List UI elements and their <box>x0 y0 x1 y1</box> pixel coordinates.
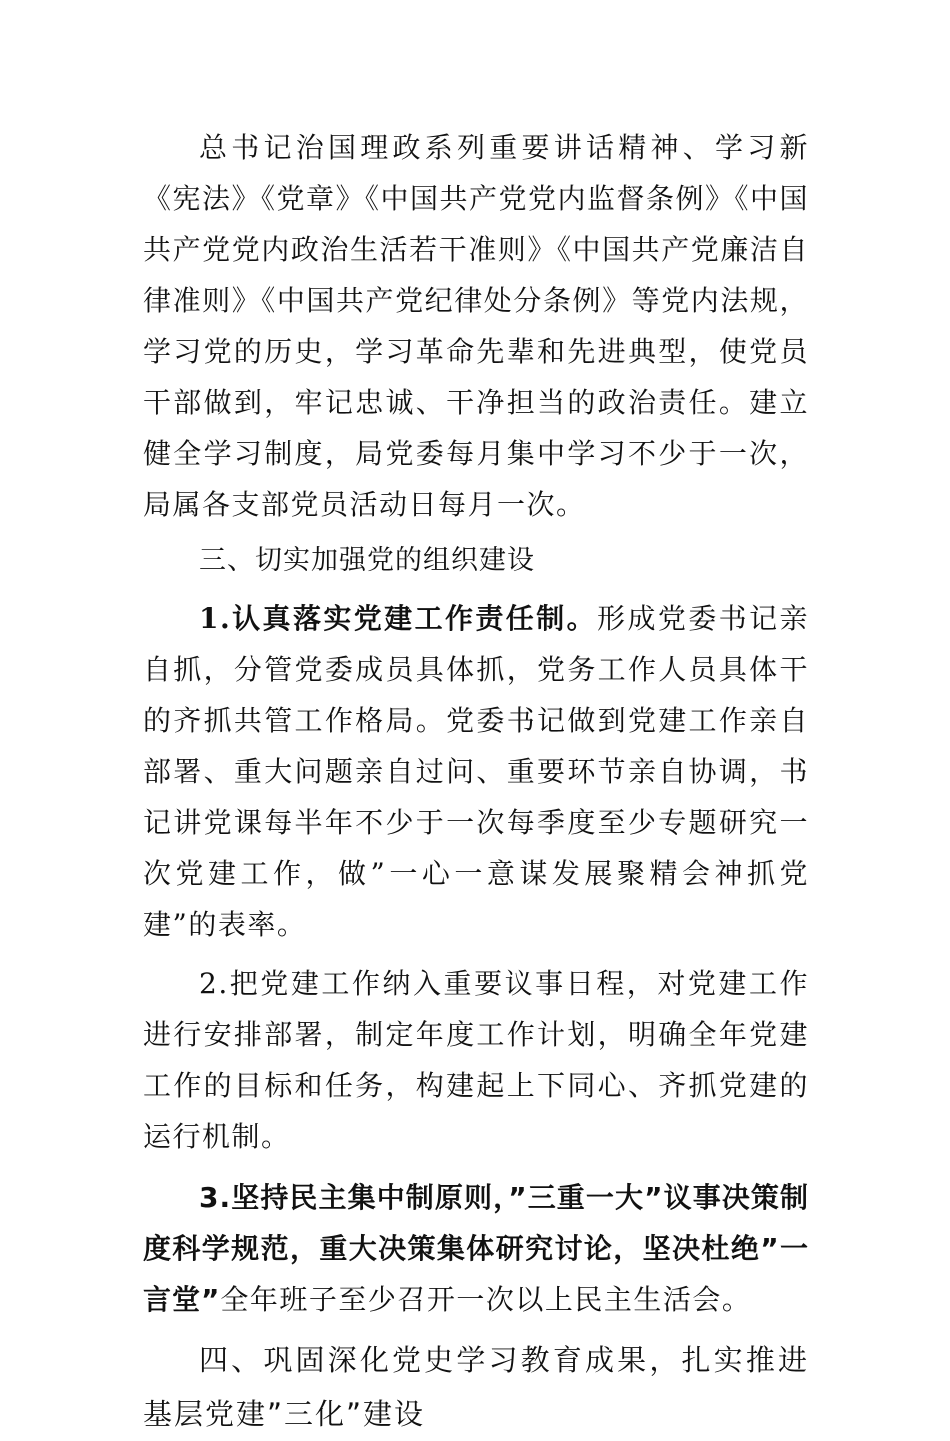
item-1-lead: 1.认真落实党建工作责任制。 <box>199 602 598 635</box>
section-4-heading: 四、巩固深化党史学习教育成果，扎实推进基层党建”三化”建设 <box>143 1343 809 1431</box>
item-3-paragraph <box>143 1172 809 1325</box>
item-1-body: 形成党委书记亲自抓，分管党委成员具体抓，党务工作人员具体干的齐抓共管工作格局。党委书记做到党建工作亲自部署、重大问题亲自过问、重要环节亲自协调，书记讲党课每半年不少于一次每季度至少专题研究一次党建工作，做”一心一意谋发展聚精会神抓党建”的表率。 <box>143 602 809 941</box>
paragraph-study-requirements: 总书记治国理政系列重要讲话精神、学习新《宪法》《党章》《中国共产党党内监督条例》《中国共产党党内政治生活若干准则》《中国共产党廉洁自律准则》《中国共产党纪律处分条例》等党内法规，学习党的历史，学习革命先辈和先进典型，使党员干部做到，牢记忠诚、干净担当的政治责任。建立健全学习制度，局党委每月集中学习不少于一次，局属各支部党员活动日每月一次。 <box>143 131 810 521</box>
item-2-paragraph: 2.把党建工作纳入重要议事日程，对党建工作进行安排部署，制定年度工作计划，明确全年党建工作的目标和任务，构建起上下同心、齐抓党建的运行机制。 <box>143 967 809 1153</box>
item-3-lead: 3.坚持民主集中制原则，”三重一大”议事决策制度科学规范，重大决策集体研究讨论，坚决杜绝”一言堂” <box>143 1181 809 1316</box>
section-3-heading: 三、切实加强党的组织建设 <box>199 545 535 576</box>
item-1-paragraph <box>143 593 809 950</box>
item-3-body: 全年班子至少召开一次以上民主生活会。 <box>220 1283 752 1316</box>
document-body <box>143 122 809 1441</box>
